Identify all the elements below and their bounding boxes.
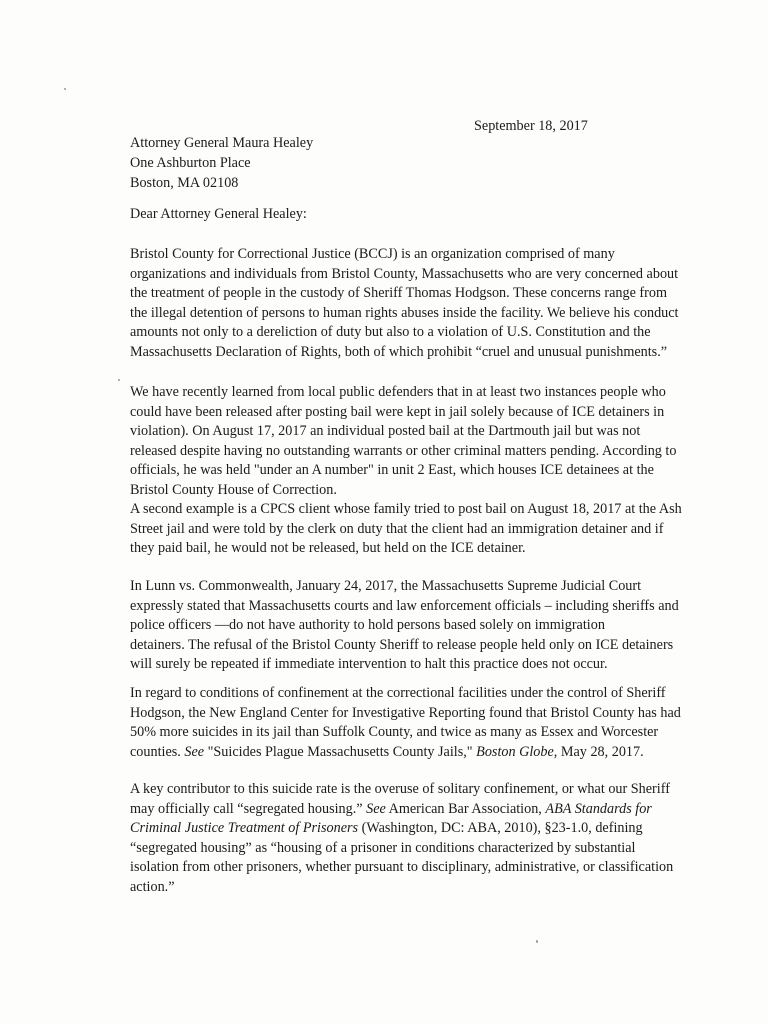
text-line: detainers. The refusal of the Bristol County Sheriff to release people held only on ICE detainers (130, 636, 674, 653)
text-line: will surely be repeated if immediate intervention to halt this practice does not occur. (130, 656, 608, 673)
paragraph-second-example (130, 500, 690, 559)
recipient-address (130, 134, 313, 194)
text-line (130, 800, 690, 820)
text-line: Street jail and were told by the clerk on duty that the client had an immigration detainer and if (130, 520, 664, 537)
text-line: released despite having no outstanding warrants or other criminal matters pending. According to (130, 442, 677, 459)
address-line: One Ashburton Place (130, 155, 251, 171)
text-line: officials, he was held "under an A number" in unit 2 East, which houses ICE detainees at the (130, 462, 654, 479)
text-segment: (Washington, DC: ABA, 2010), §23-1.0, defining (358, 820, 643, 837)
text-line: isolation from other prisoners, whether pursuant to disciplinary, administrative, or classification (130, 859, 674, 876)
text-line (130, 819, 690, 839)
scan-speck (536, 940, 538, 943)
paragraph-bccj-intro (130, 245, 690, 363)
text-line: Bristol County House of Correction. (130, 481, 337, 498)
paragraph-suicides (130, 684, 690, 762)
paragraph-first-example (130, 383, 690, 501)
scan-speck (64, 88, 66, 90)
paragraph-lunn-case (130, 577, 690, 675)
citation-signal: See (184, 743, 205, 760)
text-line: action.” (130, 878, 175, 895)
text-line: A second example is a CPCS client whose family tried to post bail on August 18, 2017 at the Ash (130, 501, 682, 517)
text-line: A key contributor to this suicide rate is the overuse of solitary confinement, or what our Sheriff (130, 781, 670, 797)
text-segment: "Suicides Plague Massachusetts County Jails," (204, 743, 477, 760)
text-line: could have been released after posting bail were kept in jail solely because of ICE detainers in (130, 403, 665, 420)
text-line: In Lunn vs. Commonwealth, January 24, 2017, the Massachusetts Supreme Judicial Court (130, 578, 642, 594)
salutation: Dear Attorney General Healey: (130, 206, 307, 222)
text-line: expressly stated that Massachusetts courts and law enforcement officials – including sheriffs and (130, 597, 679, 614)
text-line: amounts not only to a dereliction of duty but also to a violation of U.S. Constitution and the (130, 324, 651, 341)
letter-date: September 18, 2017 (474, 118, 588, 134)
text-line: violation). On August 17, 2017 an individual posted bail at the Dartmouth jail but was not (130, 423, 641, 440)
text-line: Bristol County for Correctional Justice (BCCJ) is an organization comprised of many (130, 246, 615, 262)
address-line: Boston, MA 02108 (130, 175, 239, 191)
address-line: Attorney General Maura Healey (130, 135, 314, 151)
text-line: We have recently learned from local public defenders that in at least two instances people who (130, 384, 666, 400)
paragraph-solitary-confinement (130, 780, 690, 898)
text-segment: counties. (130, 743, 185, 760)
text-segment: American Bar Association, (385, 800, 546, 817)
text-line: Hodgson, the New England Center for Investigative Reporting found that Bristol County has had (130, 704, 681, 721)
scan-speck (118, 379, 120, 381)
text-line: In regard to conditions of confinement at the correctional facilities under the control of Sheriff (130, 685, 666, 701)
text-line (130, 743, 690, 763)
text-line: organizations and individuals from Bristol County, Massachusetts who are very concerned about (130, 265, 679, 282)
source-title: Boston Globe (476, 743, 554, 760)
source-title: ABA Standards for (545, 800, 652, 817)
text-line: they paid bail, he would not be released, but held on the ICE detainer. (130, 540, 526, 557)
citation-signal: See (366, 800, 386, 817)
text-line: Massachusetts Declaration of Rights, both of which prohibit “cruel and unusual punishments.” (130, 343, 668, 360)
source-title: Criminal Justice Treatment of Prisoners (130, 820, 359, 837)
text-line: the illegal detention of persons to human rights abuses inside the facility. We believe his conduct (130, 304, 679, 321)
text-line: police officers —do not have authority to hold persons based solely on immigration (130, 617, 605, 634)
text-line: the treatment of people in the custody of Sheriff Thomas Hodgson. These concerns range from (130, 285, 668, 302)
text-line: “segregated housing” as “housing of a prisoner in conditions characterized by substantial (130, 839, 636, 856)
text-segment: may officially call “segregated housing.” (130, 800, 367, 817)
text-segment: , May 28, 2017. (553, 743, 644, 760)
text-line: 50% more suicides in its jail than Suffolk County, and twice as many as Essex and Worcester (130, 724, 659, 741)
